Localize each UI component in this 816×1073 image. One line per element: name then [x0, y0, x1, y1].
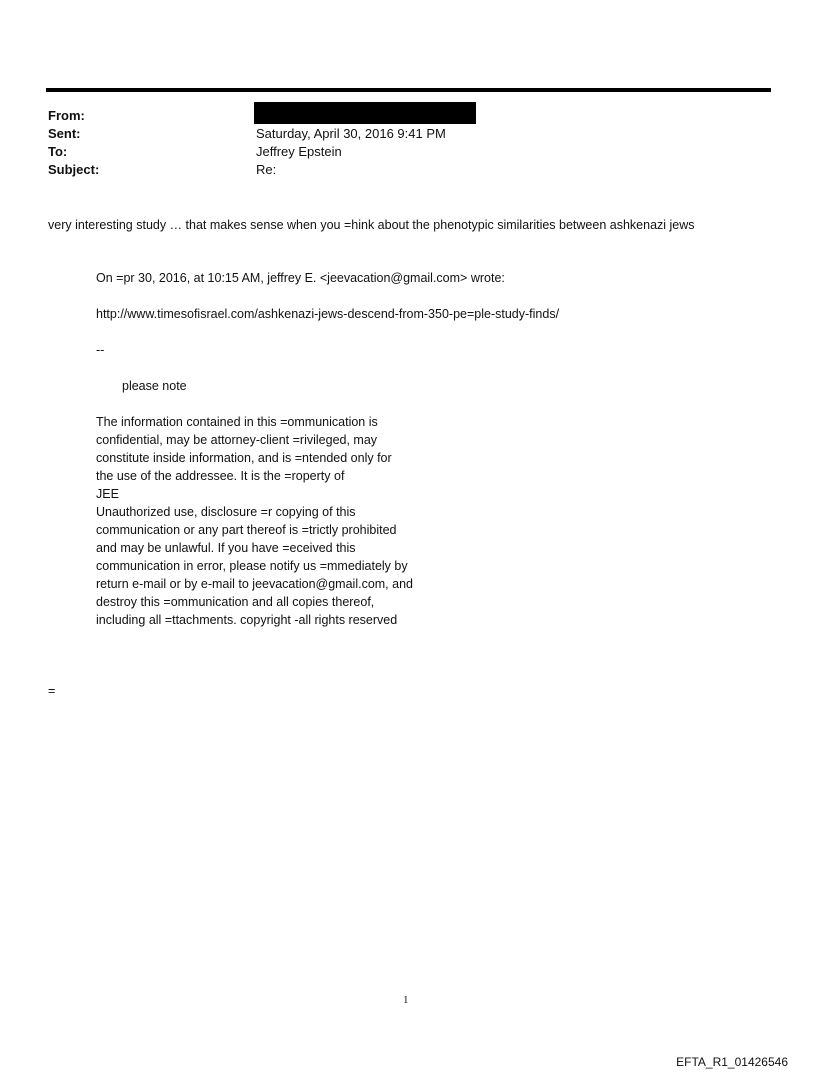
trailing-equals: = [48, 684, 56, 698]
disclaimer-line: communication in error, please notify us =mmediately by [96, 559, 408, 573]
subject-value: Re: [256, 162, 277, 177]
article-link[interactable]: http://www.timesofisrael.com/ashkenazi-jews-descend-from-350-pe=ple-study-finds/ [96, 307, 560, 321]
redaction-block [254, 102, 476, 124]
to-label: To: [48, 144, 68, 159]
subject-label: Subject: [48, 162, 100, 177]
sent-value: Saturday, April 30, 2016 9:41 PM [256, 126, 446, 141]
document-id: EFTA_R1_01426546 [676, 1055, 788, 1069]
reply-text: very interesting study … that makes sense when you =hink about the phenotypic similarities between ashkenazi jews [48, 218, 695, 232]
quote-intro: On =pr 30, 2016, at 10:15 AM, jeffrey E. <jeevacation@gmail.com> wrote: [96, 271, 505, 285]
disclaimer-line: including all =ttachments. copyright -all rights reserved [96, 613, 398, 627]
disclaimer-line: destroy this =ommunication and all copies thereof, [96, 595, 375, 609]
disclaimer-line: Unauthorized use, disclosure =r copying of this [96, 505, 356, 519]
to-value: Jeffrey Epstein [256, 144, 342, 159]
disclaimer-line: The information contained in this =ommunication is [96, 415, 378, 429]
disclaimer-line: constitute inside information, and is =ntended only for [96, 451, 392, 465]
disclaimer-line: JEE [96, 487, 119, 501]
please-note: please note [122, 379, 187, 393]
sent-label: Sent: [48, 126, 81, 141]
disclaimer-line: return e-mail or by e-mail to jeevacation@gmail.com, and [96, 577, 413, 591]
header-rule [46, 88, 771, 92]
page-number: 1 [403, 994, 409, 1006]
disclaimer-line: the use of the addressee. It is the =roperty of [96, 469, 345, 483]
from-label: From: [48, 108, 85, 123]
disclaimer-line: and may be unlawful. If you have =eceived this [96, 541, 356, 555]
disclaimer-line: communication or any part thereof is =trictly prohibited [96, 523, 397, 537]
signature-separator: -- [96, 343, 105, 357]
disclaimer-line: confidential, may be attorney-client =rivileged, may [96, 433, 378, 447]
